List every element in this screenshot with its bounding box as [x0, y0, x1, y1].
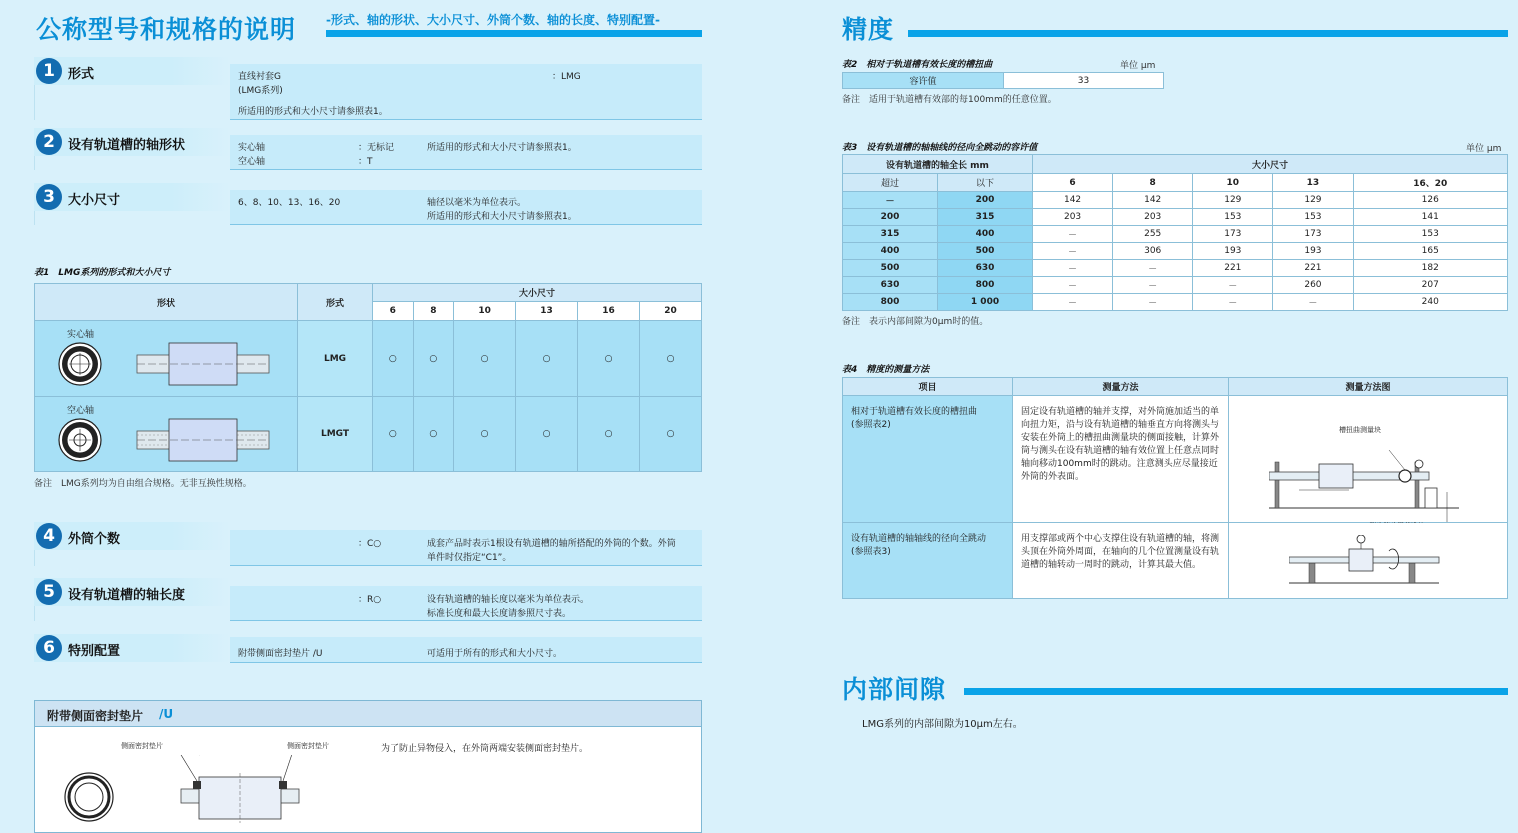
- step-3-box: [230, 190, 702, 225]
- title-rule: [326, 30, 702, 37]
- table1-header-size: 大小尺寸: [373, 284, 702, 302]
- runout-cell: 260: [1273, 277, 1353, 294]
- table4-item: 相对于轨道槽有效长度的槽扭曲: [851, 407, 978, 417]
- length-cell: －: [843, 192, 938, 209]
- table-row: [843, 294, 1508, 311]
- table3-header-over: 超过: [843, 174, 938, 192]
- runout-cell: 141: [1353, 209, 1508, 226]
- step-3-sizes: 6、8、10、13、16、20: [238, 198, 341, 208]
- torsion-measure-figure-icon: [1269, 432, 1469, 524]
- step-1-desc: 所适用的形式和大小尺寸请参照表1。: [238, 107, 388, 117]
- length-cell: 200: [843, 209, 938, 226]
- step-5-header: [34, 578, 230, 606]
- seal-side-icon: [175, 755, 305, 825]
- table1-size: 6: [373, 302, 414, 321]
- table1-size: 13: [516, 302, 578, 321]
- fig-label-block: 槽扭曲测量块: [1339, 426, 1381, 434]
- table1-header-type: 形式: [298, 284, 373, 321]
- table-row: [843, 209, 1508, 226]
- table4-method: 用支撑部或两个中心支撑住设有轨道槽的轴，将测头顶在外筒外周面，在轴向的几个位置测量设有轨道槽的轴转动一周时的跳动，计算其最大值。: [1013, 523, 1229, 599]
- length-cell: 315: [843, 226, 938, 243]
- mark-cell: ○: [578, 321, 640, 397]
- runout-cell: －: [1033, 277, 1113, 294]
- step-4-number: 4: [36, 523, 62, 549]
- table-row: [843, 396, 1508, 523]
- step-4-header: [34, 522, 230, 550]
- step-3-label: 大小尺寸: [68, 193, 121, 208]
- table3-size: 10: [1193, 174, 1273, 192]
- length-cell: 630: [938, 260, 1033, 277]
- step-6-desc: 可适用于所有的形式和大小尺寸。: [427, 649, 563, 659]
- table2-value: 33: [1004, 73, 1164, 89]
- runout-measure-figure-icon: [1289, 535, 1449, 591]
- runout-cell: 153: [1193, 209, 1273, 226]
- table3-header-length: 设有轨道槽的轴全长 mm: [843, 155, 1033, 174]
- step-5-box: [230, 586, 702, 621]
- seal-label-right: 侧面密封垫片: [287, 742, 329, 750]
- runout-cell: 221: [1193, 260, 1273, 277]
- runout-cell: －: [1033, 226, 1113, 243]
- step-3-desc2: 所适用的形式和大小尺寸请参照表1。: [427, 212, 577, 222]
- step-2-item-hollow: 空心轴: [238, 157, 266, 167]
- runout-cell: －: [1273, 294, 1353, 311]
- step-5-desc2: 标准长度和最大长度请参照尺寸表。: [427, 609, 572, 619]
- mark-cell: ○: [639, 397, 701, 472]
- table4-ref: (参照表3): [851, 547, 891, 557]
- step-3-desc: 轴径以毫米为单位表示。: [427, 198, 527, 208]
- table3-unit: 单位 μm: [1466, 144, 1502, 154]
- mark-cell: ○: [373, 321, 414, 397]
- mark-cell: ○: [639, 321, 701, 397]
- shape-label-hollow: 空心轴: [67, 406, 95, 416]
- solid-shaft-side-icon: [135, 341, 271, 387]
- runout-cell: －: [1193, 277, 1273, 294]
- table4-header-figure: 测量方法图: [1229, 378, 1508, 396]
- table1-caption: 表1 LMG系列的形式和大小尺寸: [34, 268, 171, 278]
- table4-ref: (参照表2): [851, 420, 891, 430]
- seal-box-header: [35, 701, 701, 727]
- step-6-header: [34, 634, 230, 662]
- mark-cell: ○: [454, 397, 516, 472]
- runout-cell: －: [1033, 294, 1113, 311]
- mark-cell: ○: [578, 397, 640, 472]
- type-cell: LMG: [298, 321, 373, 397]
- table3-size: 6: [1033, 174, 1113, 192]
- runout-cell: 255: [1113, 226, 1193, 243]
- runout-cell: －: [1033, 260, 1113, 277]
- table-row: [35, 397, 702, 472]
- table3-note: 备注 表示内部间隙为0μm时的值。: [842, 317, 989, 327]
- runout-cell: 193: [1273, 243, 1353, 260]
- length-cell: 400: [843, 243, 938, 260]
- runout-cell: 153: [1273, 209, 1353, 226]
- page-title: 公称型号和规格的说明: [36, 15, 297, 44]
- table-row: [843, 243, 1508, 260]
- table-row: [843, 260, 1508, 277]
- runout-cell: 193: [1193, 243, 1273, 260]
- step-2-code-hollow: ：T: [358, 157, 373, 167]
- length-cell: 315: [938, 209, 1033, 226]
- table3: [842, 154, 1508, 311]
- runout-cell: 182: [1353, 260, 1508, 277]
- runout-cell: 203: [1033, 209, 1113, 226]
- step-1-item: 直线衬套G: [238, 72, 281, 82]
- step-1-header: [34, 57, 230, 85]
- runout-cell: 165: [1353, 243, 1508, 260]
- runout-cell: 142: [1113, 192, 1193, 209]
- table1-note: 备注 LMG系列均为自由组合规格。无非互换性规格。: [34, 479, 252, 489]
- step-2-number: 2: [36, 129, 62, 155]
- table3-header-size: 大小尺寸: [1033, 155, 1508, 174]
- step-6-item: 附带侧面密封垫片 /U: [238, 649, 323, 659]
- table4: [842, 377, 1508, 599]
- length-cell: 1 000: [938, 294, 1033, 311]
- runout-cell: 129: [1193, 192, 1273, 209]
- runout-cell: 221: [1273, 260, 1353, 277]
- mark-cell: ○: [454, 321, 516, 397]
- runout-cell: 142: [1033, 192, 1113, 209]
- runout-cell: －: [1113, 294, 1193, 311]
- step-6-label: 特别配置: [68, 644, 121, 659]
- table4-method: 固定设有轨道槽的轴并支撑，对外筒施加适当的单向扭力矩，沿与设有轨道槽的轴垂直方向将测头与安装在外筒上的槽扭曲测量块的侧面接触，计算外筒与测头在设有轨道槽的轴有效位置上任意点同时轴向移动100mm时的跳动。注意测头应尽量接近外筒的外表面。: [1013, 396, 1229, 523]
- step-5-label: 设有轨道槽的轴长度: [68, 588, 186, 603]
- runout-cell: －: [1113, 277, 1193, 294]
- accuracy-rule: [908, 30, 1508, 37]
- table2-caption: 表2 相对于轨道槽有效长度的槽扭曲: [842, 60, 993, 70]
- runout-cell: －: [1193, 294, 1273, 311]
- seal-box: [34, 700, 702, 833]
- step-5-desc: 设有轨道槽的轴长度以毫米为单位表示。: [427, 595, 590, 605]
- mark-cell: ○: [516, 321, 578, 397]
- length-cell: 500: [843, 260, 938, 277]
- table1-size: 20: [639, 302, 701, 321]
- step-2-code-solid: ：无标记: [358, 143, 395, 153]
- step-6-box: [230, 637, 702, 663]
- length-cell: 800: [843, 294, 938, 311]
- step-2-item-solid: 实心轴: [238, 143, 266, 153]
- table3-header-under: 以下: [938, 174, 1033, 192]
- table1-header-shape: 形状: [35, 284, 298, 321]
- mark-cell: ○: [413, 397, 454, 472]
- step-5-number: 5: [36, 579, 62, 605]
- clearance-text: LMG系列的内部间隙为10μm左右。: [862, 719, 1023, 730]
- length-cell: 800: [938, 277, 1033, 294]
- length-cell: 200: [938, 192, 1033, 209]
- table3-size: 16、20: [1353, 174, 1508, 192]
- table-row: [843, 192, 1508, 209]
- table-row: [843, 226, 1508, 243]
- table3-size: 8: [1113, 174, 1193, 192]
- hollow-shaft-section-icon: [57, 417, 103, 463]
- step-3-number: 3: [36, 184, 62, 210]
- step-4-box: [230, 530, 702, 566]
- step-5-code: ：R○: [358, 595, 382, 605]
- table4-item: 设有轨道槽的轴轴线的径向全跳动: [851, 534, 987, 544]
- step-2-label: 设有轨道槽的轴形状: [68, 138, 186, 153]
- table-row: [843, 277, 1508, 294]
- runout-cell: 203: [1113, 209, 1193, 226]
- step-6-number: 6: [36, 635, 62, 661]
- runout-cell: 240: [1353, 294, 1508, 311]
- step-4-desc2: 单件时仅指定“C1”。: [427, 553, 512, 563]
- type-cell: LMGT: [298, 397, 373, 472]
- step-1-number: 1: [36, 58, 62, 84]
- length-cell: 400: [938, 226, 1033, 243]
- step-4-label: 外筒个数: [68, 532, 121, 547]
- accuracy-title: 精度: [842, 15, 895, 44]
- runout-cell: 173: [1273, 226, 1353, 243]
- runout-cell: －: [1033, 243, 1113, 260]
- seal-box-title: 附带侧面密封垫片: [47, 709, 144, 723]
- table4-caption: 表4 精度的测量方法: [842, 365, 930, 375]
- table3-caption: 表3 设有轨道槽的轴轴线的径向全跳动的容许值: [842, 143, 1038, 153]
- table1-size: 10: [454, 302, 516, 321]
- runout-cell: 129: [1273, 192, 1353, 209]
- mark-cell: ○: [413, 321, 454, 397]
- clearance-rule: [964, 688, 1508, 695]
- table-row: [35, 321, 702, 397]
- step-4-code: ：C○: [358, 539, 382, 549]
- seal-section-icon: [63, 771, 115, 823]
- step-2-desc: 所适用的形式和大小尺寸请参照表1。: [427, 143, 577, 153]
- runout-cell: －: [1113, 260, 1193, 277]
- mark-cell: ○: [373, 397, 414, 472]
- table4-header-item: 项目: [843, 378, 1013, 396]
- solid-shaft-section-icon: [57, 341, 103, 387]
- shape-label-solid: 实心轴: [67, 330, 95, 340]
- mark-cell: ○: [516, 397, 578, 472]
- hollow-shaft-side-icon: [135, 417, 271, 463]
- seal-desc: 为了防止异物侵入，在外筒两端安装侧面密封垫片。: [381, 744, 589, 754]
- table1-size: 16: [578, 302, 640, 321]
- step-1-label: 形式: [68, 67, 95, 82]
- table1-size: 8: [413, 302, 454, 321]
- runout-cell: 207: [1353, 277, 1508, 294]
- runout-cell: 306: [1113, 243, 1193, 260]
- runout-cell: 153: [1353, 226, 1508, 243]
- table3-size: 13: [1273, 174, 1353, 192]
- clearance-title: 内部间隙: [842, 675, 947, 704]
- table2-label: 容许值: [843, 73, 1004, 89]
- step-2-header: [34, 128, 230, 156]
- step-1-code: ：LMG: [552, 72, 581, 82]
- step-4-desc: 成套产品时表示1根设有轨道槽的轴所搭配的外筒的个数。外筒: [427, 539, 676, 549]
- step-1-box: [230, 64, 702, 120]
- length-cell: 500: [938, 243, 1033, 260]
- runout-cell: 173: [1193, 226, 1273, 243]
- step-3-header: [34, 183, 230, 211]
- step-1-item-sub: (LMG系列): [238, 86, 283, 96]
- table4-header-method: 测量方法: [1013, 378, 1229, 396]
- table2: [842, 72, 1164, 89]
- table2-unit: 单位 μm: [1120, 61, 1156, 71]
- table-row: [843, 523, 1508, 599]
- table2-note: 备注 适用于轨道槽有效部的每100mm的任意位置。: [842, 95, 1057, 105]
- length-cell: 630: [843, 277, 938, 294]
- step-2-box: [230, 135, 702, 170]
- runout-cell: 126: [1353, 192, 1508, 209]
- seal-box-code: /U: [159, 707, 174, 721]
- table1: [34, 283, 702, 472]
- page-subtitle: -形式、轴的形状、大小尺寸、外筒个数、轴的长度、特别配置-: [326, 13, 660, 27]
- seal-label-left: 侧面密封垫片: [121, 742, 163, 750]
